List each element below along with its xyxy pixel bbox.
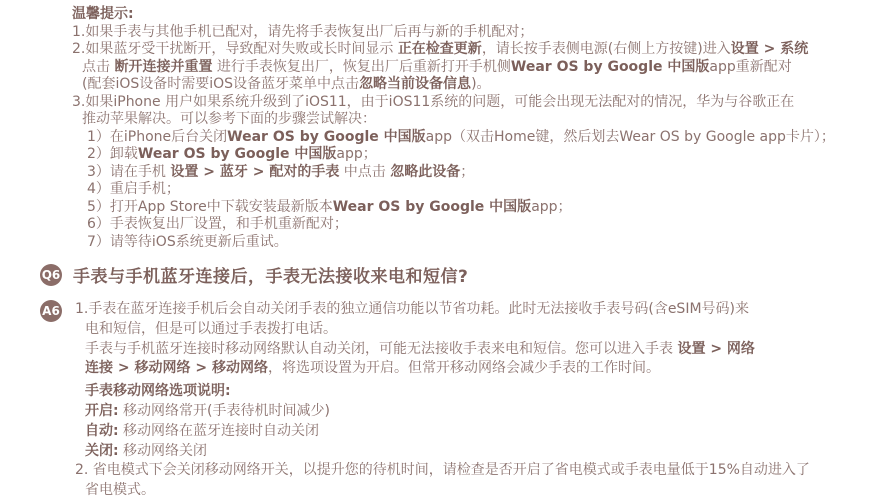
text-line xyxy=(75,442,810,462)
text-segment: 4）重启手机； xyxy=(87,181,180,197)
text-segment: 移动网络关闭 xyxy=(118,442,208,459)
text-segment: 设置 > 网络 xyxy=(677,340,755,357)
text-line xyxy=(75,422,810,442)
text-line xyxy=(72,41,877,59)
text-segment: 5）打开App Store中下载安装最新版本 xyxy=(87,198,333,215)
text-segment: 忽略当前设备信息 xyxy=(359,76,472,92)
text-segment: )。 xyxy=(471,76,491,92)
text-segment: 点击 xyxy=(82,58,115,75)
text-segment: 连接 > 移动网络 > 移动网络 xyxy=(85,360,268,377)
text-segment: 手表与手机蓝牙连接时移动网络默认自动关闭，可能无法接收手表来电和短信。您可以进入手表 xyxy=(85,340,678,357)
text-line xyxy=(75,481,810,501)
text-line xyxy=(72,181,877,199)
text-segment: app； xyxy=(531,198,572,215)
question-title: 手表与手机蓝牙连接后，手表无法接收来电和短信? xyxy=(73,267,469,287)
text-segment: 中点击 xyxy=(339,163,391,180)
text-segment: 断开连接并重置 xyxy=(114,58,213,75)
text-segment: 设置 > 蓝牙 > 配对的手表 xyxy=(170,163,340,180)
text-segment: Wear OS by Google 中国版 xyxy=(332,198,532,215)
text-line xyxy=(75,382,810,402)
text-segment: ； xyxy=(460,163,475,180)
text-line xyxy=(75,461,810,481)
text-segment: 自动: xyxy=(85,422,119,439)
text-segment: ，将选项设置为开启。但常开移动网络会减少手表的工作时间。 xyxy=(267,360,660,377)
answer-lines xyxy=(75,300,810,501)
answer-row xyxy=(40,300,877,501)
text-segment: 推动苹果解决。可以参考下面的步骤尝试解决： xyxy=(82,111,376,127)
text-segment: 7）请等待iOS系统更新后重试。 xyxy=(87,233,288,250)
text-segment: 1）在iPhone后台关闭 xyxy=(87,128,228,145)
text-segment: 1.如果手表与其他手机已配对，请先将手表恢复出厂后再与新的手机配对； xyxy=(72,23,534,40)
text-line xyxy=(72,146,877,164)
text-line xyxy=(72,111,877,129)
text-line xyxy=(72,94,877,112)
answer-badge: A6 xyxy=(40,300,62,322)
text-segment: app； xyxy=(336,146,377,162)
text-segment: 移动网络常开(手表待机时间减少) xyxy=(118,402,330,419)
text-segment: 3）请在手机 xyxy=(87,163,171,180)
text-segment: 关闭: xyxy=(85,442,119,459)
question-row xyxy=(40,262,877,287)
text-segment: 开启: xyxy=(85,402,119,419)
qa-section xyxy=(40,262,877,501)
text-segment: app（双击Home键，然后划去Wear OS by Google app卡片）； xyxy=(425,128,835,145)
tips-title: 温馨提示: xyxy=(72,6,134,22)
text-segment: 省电模式。 xyxy=(85,482,155,499)
text-segment: 忽略此设备 xyxy=(390,163,461,180)
text-segment: ，请长按手表侧电源(右侧上方按键)进入 xyxy=(481,41,731,57)
text-segment: 6）手表恢复出厂设置，和手机重新配对； xyxy=(87,216,348,232)
text-line xyxy=(75,340,810,360)
text-segment: 电和短信，但是可以通过手表拨打电话。 xyxy=(85,320,337,337)
question-badge: Q6 xyxy=(40,264,62,286)
text-segment: 2）卸载 xyxy=(87,146,138,162)
text-segment: 设置 > 系统 xyxy=(730,41,809,57)
text-segment: app重新配对 xyxy=(709,58,792,75)
tips-lines xyxy=(72,24,877,252)
text-segment: 2.如果蓝牙受干扰断开，导致配对失败或长时间显示 xyxy=(72,41,398,57)
text-segment: 2. 省电模式下会关闭移动网络开关，以提升您的待机时间，请检查是否开启了省电模式或手表电量低于15%自动进入了 xyxy=(75,462,810,479)
text-segment: (配套iOS设备时需要iOS设备蓝牙菜单中点击 xyxy=(82,76,360,92)
text-line xyxy=(72,59,877,77)
text-segment: 3.如果iPhone 用户如果系统升级到了iOS11，由于iOS11系统的问题，可能会出现无法配对的情况，华为与谷歌正在 xyxy=(72,93,795,110)
text-line xyxy=(72,164,877,182)
text-segment: 正在检查更新 xyxy=(397,41,482,57)
text-segment: Wear OS by Google 中国版 xyxy=(227,128,426,145)
text-segment: Wear OS by Google 中国版 xyxy=(510,58,710,75)
tips-section xyxy=(72,6,877,251)
text-line xyxy=(75,300,810,320)
text-line xyxy=(72,199,877,217)
text-segment: 进行手表恢复出厂，恢复出厂后重新打开手机侧 xyxy=(212,58,511,75)
text-segment: Wear OS by Google 中国版 xyxy=(137,146,337,162)
text-line xyxy=(72,24,877,42)
text-line xyxy=(72,234,877,252)
text-segment: 移动网络在蓝牙连接时自动关闭 xyxy=(118,422,320,439)
text-segment: 手表移动网络选项说明: xyxy=(85,383,231,400)
text-line xyxy=(75,320,810,340)
text-line xyxy=(75,359,810,379)
text-line xyxy=(72,129,877,147)
text-line xyxy=(72,76,877,94)
text-segment: 1.手表在蓝牙连接手机后会自动关闭手表的独立通信功能以节省功耗。此时无法接收手表号码(含eSIM号码)来 xyxy=(75,301,749,317)
text-line xyxy=(75,402,810,422)
text-line xyxy=(72,216,877,234)
